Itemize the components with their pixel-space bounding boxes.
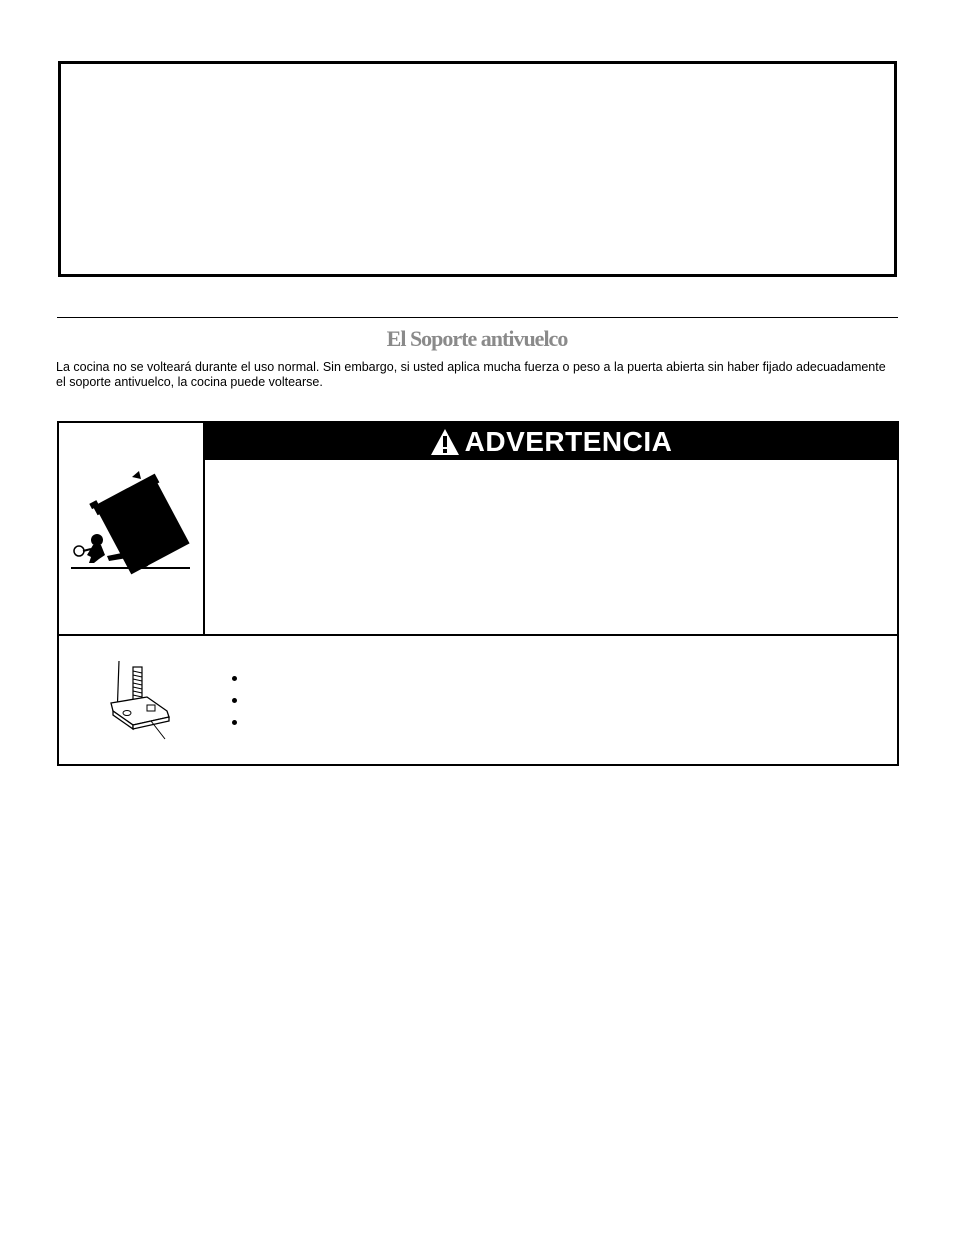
section-divider	[57, 317, 898, 318]
list-item	[229, 668, 249, 690]
section-title: El Soporte antivuelco	[386, 326, 568, 351]
anti-tip-bracket-icon	[103, 659, 178, 741]
warning-box	[57, 421, 899, 766]
warning-banner	[205, 423, 897, 460]
intro-paragraph: La cocina no se volteará durante el uso normal. Sin embargo, si usted aplica mucha fuerza o peso a la puerta abierta sin haber fijado adecuadamente el soporte antivuelco, la cocina puede voltearse.	[56, 360, 886, 389]
warning-instructions-row	[59, 634, 897, 764]
list-item	[229, 690, 249, 712]
warning-bullet-list	[229, 668, 249, 734]
warning-icon-cell	[59, 423, 205, 634]
warning-banner-label: ADVERTENCIA	[464, 425, 673, 457]
tipping-range-child-icon	[59, 423, 203, 634]
blank-content-box	[58, 61, 897, 277]
list-item	[229, 712, 249, 734]
warning-triangle-icon	[430, 428, 460, 456]
